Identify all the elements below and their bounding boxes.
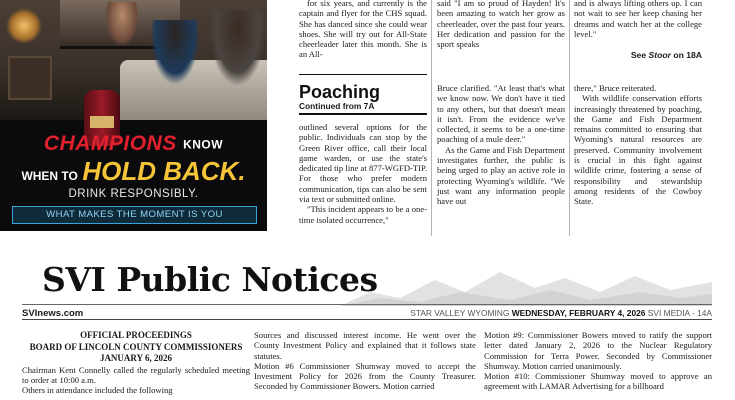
notices-col1-p1: Chairman Kent Connelly called the regularly scheduled meeting to order at 10:00 a.m. bbox=[22, 364, 250, 385]
poaching-col3-p1: there," Bruce reiterated. bbox=[574, 83, 657, 93]
public-notices-title: SVI Public Notices bbox=[42, 260, 378, 299]
jump-name: Stoor bbox=[648, 50, 671, 60]
proceedings-heading: OFFICIAL PROCEEDINGS bbox=[80, 330, 192, 340]
poaching-column-2 bbox=[437, 83, 565, 207]
story-column-3 bbox=[574, 0, 702, 39]
section-divider bbox=[299, 74, 427, 75]
jump-reference[interactable] bbox=[574, 50, 702, 60]
poaching-column-3 bbox=[574, 83, 702, 207]
lamp-image bbox=[6, 8, 42, 44]
dateline-date: WEDNESDAY, FEBRUARY 4, 2026 bbox=[511, 308, 646, 318]
fighter-on-tv-image bbox=[105, 2, 139, 46]
ad-drink-responsibly: DRINK RESPONSIBLY. bbox=[68, 188, 199, 200]
notices-col2-p2: Motion #6 Commissioner Shumway moved to accept the Investment Policy for 2026 from the County Treasurer. Seconded by Commissioner Bowers. Motion carried bbox=[254, 360, 476, 392]
dateline-location: STAR VALLEY WYOMING bbox=[410, 308, 510, 318]
masthead-rule bbox=[22, 304, 712, 305]
meeting-date-heading: JANUARY 6, 2026 bbox=[99, 353, 173, 363]
notices-col1-p2: Others in attendance included the following bbox=[22, 385, 173, 396]
beer-advertisement bbox=[0, 0, 267, 231]
picture-frame-image bbox=[8, 56, 52, 100]
bottle-label-image bbox=[90, 116, 114, 128]
poaching-continued-label: Continued from 7A bbox=[299, 101, 375, 111]
column-rule bbox=[569, 0, 570, 236]
viewer-person-image bbox=[150, 20, 200, 85]
story-column-1 bbox=[299, 0, 427, 60]
poaching-col2-p2: As the Game and Fish Department investigates further, the public is being urged to play an active role in protecting Wyoming's wildlife. "We just want any information people have out bbox=[437, 144, 565, 207]
jump-page: on 18A bbox=[673, 50, 702, 60]
poaching-col2-p1: Bruce clarified. "At least that's what we know now. We don't have it tied to any others, but that doesn't mean it isn't. From the evidence we've collected, it seems to be a one-time poaching of a mule deer." bbox=[437, 83, 565, 145]
poaching-col3-p2: With wildlife conservation efforts increasingly threatened by poaching, the Game and Fish Department remains committed to ensuring that Wyoming's natural resources are preserved. Community involvement is crucial in this fight against wildlife crime, fostering a sense of responsibility and stewardship among residents of the Cowboy State. bbox=[574, 93, 702, 207]
poaching-column-1 bbox=[299, 122, 427, 225]
ad-hold-back: HOLD BACK. bbox=[82, 156, 246, 186]
notices-col3-p2: Motion #10: Commissioner Shumway moved to approve an agreement with LAMAR Advertising for a billboard bbox=[484, 371, 712, 392]
poaching-col1-p1: outlined several options for the public. Individuals can stop by the Green River office, call their local game warden, or use the state's dedicated tip line at 877-WGFD-TIP. For those who prefer modern communication, tips can also be sent via text or submitted online. bbox=[299, 122, 427, 205]
column-rule bbox=[431, 0, 432, 236]
board-heading: BOARD OF LINCOLN COUNTY COMMISSIONERS bbox=[29, 341, 243, 352]
dateline-section: SVI MEDIA - 14A bbox=[647, 308, 712, 318]
ad-headline-line2 bbox=[0, 156, 267, 187]
notices-column-3 bbox=[484, 330, 712, 392]
masthead-rule bbox=[22, 319, 712, 320]
ad-know: KNOW bbox=[183, 137, 224, 152]
ad-tagline-bar: WHAT MAKES THE MOMENT IS YOU bbox=[12, 206, 257, 224]
poaching-headline: Poaching bbox=[299, 82, 381, 102]
notices-column-1 bbox=[22, 330, 250, 395]
poaching-rule bbox=[299, 113, 427, 115]
mountain-silhouette-graphic bbox=[340, 262, 712, 306]
jump-see: See bbox=[630, 50, 647, 60]
viewer-person-image bbox=[210, 10, 265, 85]
ad-when-to: WHEN TO bbox=[21, 168, 78, 183]
notices-col3-p1: Motion #9: Commissioner Bowers moved to ratify the support letter dated January 2, 2026 to the Nuclear Regulatory Commission for Terra Power. Seconded by Commissioner Shumway. Motion carried unanimously. bbox=[484, 330, 712, 371]
notices-column-2 bbox=[254, 330, 476, 392]
story-col3-text: and is always lifting others up. I can not wait to see her keep chasing her dreams and watch her at the college level." bbox=[574, 0, 702, 39]
story-col2-text: said "I am so proud of Hayden! It's been amazing to watch her grow as cheerleader, over the past four years. Her dedication and passion for the sport speaks bbox=[437, 0, 565, 50]
ad-champions: CHAMPIONS bbox=[43, 132, 177, 155]
notices-col2-p1: Sources and discussed interest income. He went over the County Investment Policy and explained that it follows state statutes. bbox=[254, 330, 476, 361]
story-column-2 bbox=[437, 0, 565, 49]
story-col1-text: for six years, and currently is the captain and flyer for the CHS squad. She has danced since she could wear shoes. She will try out for All-State cheerleader later this month. She is an All- bbox=[299, 0, 427, 60]
site-url[interactable]: SVInews.com bbox=[22, 308, 84, 319]
dateline bbox=[300, 308, 712, 318]
ad-headline-line1 bbox=[0, 132, 267, 156]
poaching-col1-p2: "This incident appears to be a one-time isolated occurrence," bbox=[299, 204, 427, 225]
